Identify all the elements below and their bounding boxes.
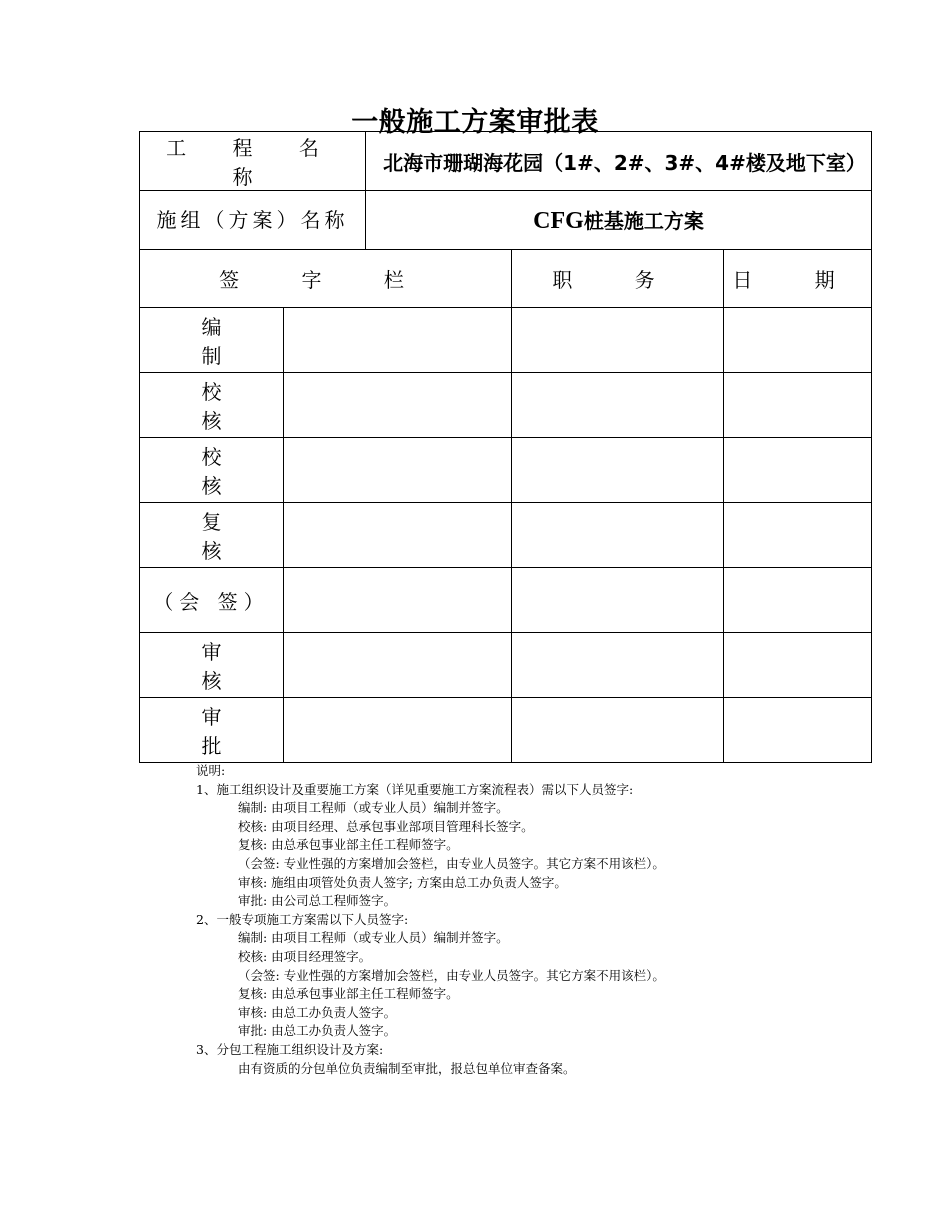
signature-cell[interactable] <box>284 503 512 568</box>
sign-row-approve <box>140 698 872 763</box>
notes-line: 审批: 由公司总工程师签字。 <box>238 893 397 909</box>
signature-cell[interactable] <box>284 373 512 438</box>
position-cell[interactable] <box>512 373 724 438</box>
position-cell[interactable] <box>512 438 724 503</box>
position-cell[interactable] <box>512 308 724 373</box>
signature-cell[interactable] <box>284 698 512 763</box>
instructions-notes <box>196 762 896 1078</box>
scheme-name-suffix: 桩基施工方案 <box>583 209 704 233</box>
notes-line: 复核: 由总承包事业部主任工程师签字。 <box>238 837 459 853</box>
notes-line: 编制: 由项目工程师（或专业人员）编制并签字。 <box>238 930 509 946</box>
sign-row-label: 编 制 <box>140 308 284 373</box>
date-cell[interactable] <box>724 568 872 633</box>
sign-row-countersign <box>140 568 872 633</box>
sign-row-label: 校 核 <box>140 373 284 438</box>
notes-line: （会签: 专业性强的方案增加会签栏，由专业人员签字。其它方案不用该栏）。 <box>238 855 665 871</box>
notes-section-heading: 3、分包工程施工组织设计及方案: <box>196 1041 384 1057</box>
signature-cell[interactable] <box>284 308 512 373</box>
notes-line: （会签: 专业性强的方案增加会签栏，由专业人员签字。其它方案不用该栏）。 <box>238 967 665 983</box>
form-title: 一般施工方案审批表 <box>351 107 599 138</box>
notes-heading: 说明: <box>196 763 226 778</box>
notes-line: 由有资质的分包单位负责编制至审批，报总包单位审查备案。 <box>238 1060 576 1076</box>
date-column-header: 日 期 <box>724 250 872 308</box>
sign-row-review <box>140 503 872 568</box>
position-cell[interactable] <box>512 633 724 698</box>
position-cell[interactable] <box>512 568 724 633</box>
signature-cell[interactable] <box>284 438 512 503</box>
scheme-name-row <box>140 191 872 250</box>
date-cell[interactable] <box>724 633 872 698</box>
position-cell[interactable] <box>512 503 724 568</box>
project-name-value[interactable]: 北海市珊瑚海花园（1#、2#、3#、4#楼及地下室） <box>366 132 872 191</box>
signature-cell[interactable] <box>284 568 512 633</box>
sign-row-check-2 <box>140 438 872 503</box>
date-cell[interactable] <box>724 503 872 568</box>
project-name-row <box>140 132 872 191</box>
position-column-header: 职 务 <box>512 250 724 308</box>
project-name-label: 工 程 名 称 <box>140 132 366 191</box>
notes-line: 校核: 由项目经理签字。 <box>238 948 372 964</box>
sign-row-compile <box>140 308 872 373</box>
scheme-name-value[interactable] <box>366 191 872 250</box>
notes-section-heading: 2、一般专项施工方案需以下人员签字: <box>196 911 409 927</box>
notes-line: 复核: 由总承包事业部主任工程师签字。 <box>238 986 459 1002</box>
notes-section-heading: 1、施工组织设计及重要施工方案（详见重要施工方案流程表）需以下人员签字: <box>196 781 634 797</box>
notes-line: 审批: 由总工办负责人签字。 <box>238 1023 397 1039</box>
sign-row-check-1 <box>140 373 872 438</box>
sign-row-label: 复 核 <box>140 503 284 568</box>
scheme-name-label: 施组（方案）名称 <box>140 191 366 250</box>
sign-row-audit <box>140 633 872 698</box>
date-cell[interactable] <box>724 308 872 373</box>
sign-row-label: 审 核 <box>140 633 284 698</box>
date-cell[interactable] <box>724 698 872 763</box>
notes-line: 编制: 由项目工程师（或专业人员）编制并签字。 <box>238 800 509 816</box>
approval-form-table <box>139 131 872 763</box>
signature-column-header: 签 字 栏 <box>140 250 512 308</box>
scheme-name-prefix: CFG <box>533 208 584 234</box>
header-row <box>140 250 872 308</box>
signature-cell[interactable] <box>284 633 512 698</box>
sign-row-label: 校 核 <box>140 438 284 503</box>
date-cell[interactable] <box>724 438 872 503</box>
notes-line: 校核: 由项目经理、总承包事业部项目管理科长签字。 <box>238 818 534 834</box>
position-cell[interactable] <box>512 698 724 763</box>
notes-line: 审核: 由总工办负责人签字。 <box>238 1004 397 1020</box>
date-cell[interactable] <box>724 373 872 438</box>
notes-line: 审核: 施组由项管处负责人签字; 方案由总工办负责人签字。 <box>238 874 567 890</box>
sign-row-label: （会 签） <box>140 568 284 633</box>
sign-row-label: 审 批 <box>140 698 284 763</box>
